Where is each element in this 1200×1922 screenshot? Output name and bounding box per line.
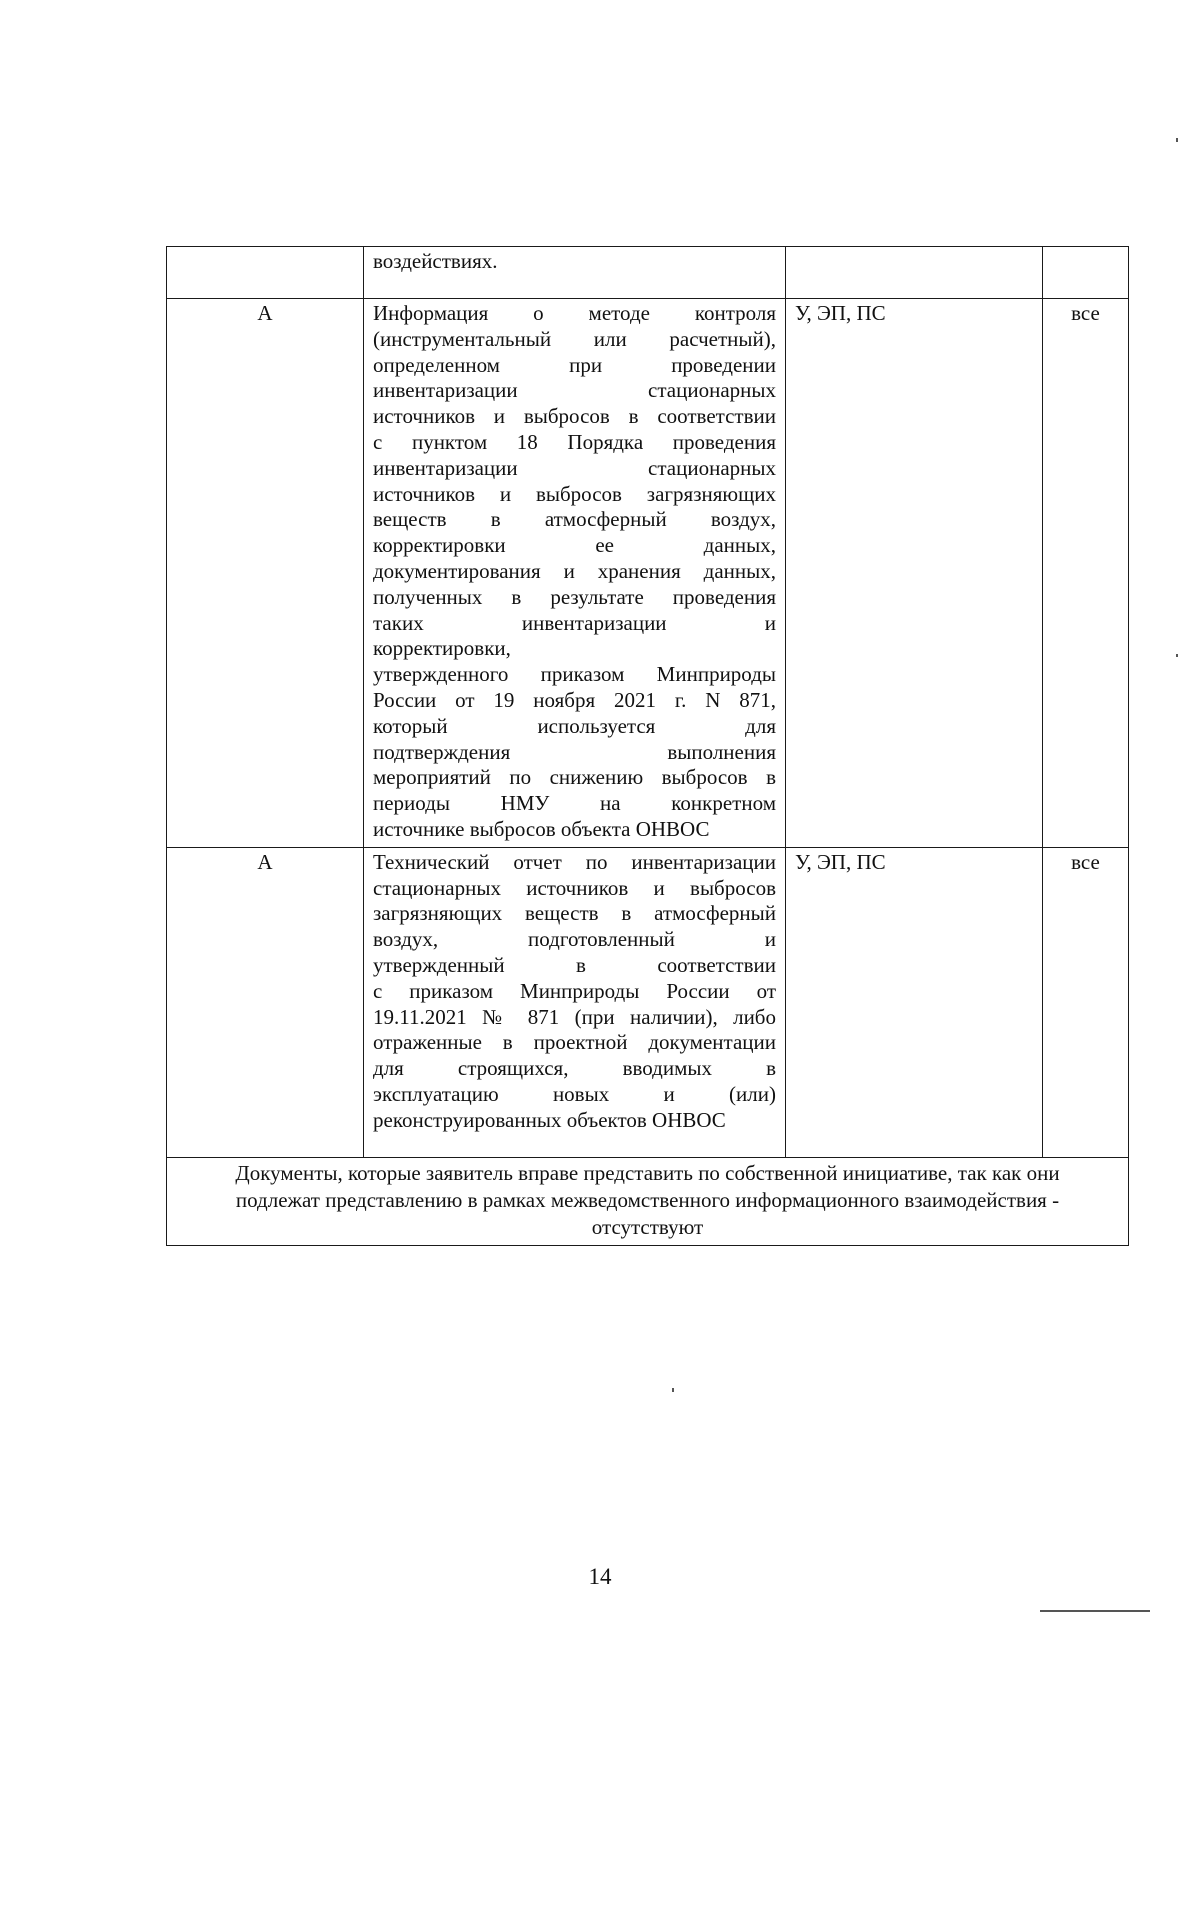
description-line: с приказом Минприроды России от (373, 978, 776, 1003)
row-category-cell (167, 247, 364, 299)
row-category-cell: А (167, 299, 364, 848)
footer-note-cell (167, 1157, 1129, 1245)
scan-artifact (672, 1388, 674, 1392)
description-line: корректировки ее данных, (373, 533, 776, 558)
description-line: источников и выбросов в соответствии (373, 404, 776, 429)
description-line: инвентаризации стационарных (373, 378, 776, 403)
page-number: 14 (588, 1564, 612, 1589)
row-form-cell: У, ЭП, ПС (786, 299, 1043, 848)
description-line: утвержденного приказом Минприроды (373, 662, 776, 687)
footer-note-line: подлежат представлению в рамках межведомственного информационного взаимодействия - (235, 1187, 1060, 1212)
description-line: инвентаризации стационарных (373, 455, 776, 480)
description-line: определенном при проведении (373, 352, 776, 377)
description-line: утвержденный в соответствии (373, 952, 776, 977)
scan-artifact (1176, 654, 1178, 657)
row-applicability-cell: все (1043, 299, 1129, 848)
description-line: источников и выбросов загрязняющих (373, 481, 776, 506)
row-description-cell (364, 847, 786, 1157)
documents-table (166, 246, 1129, 1246)
description-line: для строящихся, вводимых в (373, 1056, 776, 1081)
documents-table-body (167, 247, 1129, 1246)
description-line: реконструированных объектов ОНВОС (373, 1107, 726, 1132)
row-applicability-cell (1043, 247, 1129, 299)
row-category-cell: А (167, 847, 364, 1157)
table-row (167, 247, 1129, 299)
description-line: (инструментальный или расчетный), (373, 326, 776, 351)
description-line: таких инвентаризации и (373, 610, 776, 635)
description-line: подтверждения выполнения (373, 739, 776, 764)
row-description-cell (364, 299, 786, 848)
description-line: источнике выбросов объекта ОНВОС (373, 816, 710, 841)
description-line: с пунктом 18 Порядка проведения (373, 429, 776, 454)
description-line: документирования и хранения данных, (373, 558, 776, 583)
description-line: Технический отчет по инвентаризации (373, 849, 776, 874)
description-line: полученных в результате проведения (373, 584, 776, 609)
description-line: России от 19 ноября 2021 г. N 871, (373, 687, 776, 712)
description-line: отраженные в проектной документации (373, 1030, 776, 1055)
row-form-cell: У, ЭП, ПС (786, 847, 1043, 1157)
description-line: воздействиях. (373, 249, 498, 273)
description-line: веществ в атмосферный воздух, (373, 507, 776, 532)
description-line: 19.11.2021 № 871 (при наличии), либо (373, 1004, 776, 1029)
row-applicability-cell: все (1043, 847, 1129, 1157)
description-line: который используется для (373, 713, 776, 738)
table-row (167, 299, 1129, 848)
table-row (167, 1157, 1129, 1245)
description-line: периоды НМУ на конкретном (373, 791, 776, 816)
description-line: корректировки, (373, 636, 511, 661)
description-line: загрязняющих веществ в атмосферный (373, 901, 776, 926)
footer-note-line: Документы, которые заявитель вправе представить по собственной инициативе, так как они (235, 1160, 1060, 1185)
description-line: воздух, подготовленный и (373, 927, 776, 952)
description-line: Информация о методе контроля (373, 301, 776, 325)
description-line: мероприятий по снижению выбросов в (373, 765, 776, 790)
scan-artifact (1176, 138, 1178, 142)
scan-artifact (1040, 1610, 1150, 1612)
row-description-cell (364, 247, 786, 299)
table-row (167, 847, 1129, 1157)
description-line: эксплуатацию новых и (или) (373, 1081, 776, 1106)
footer-note-line: отсутствуют (591, 1214, 704, 1239)
row-form-cell (786, 247, 1043, 299)
description-line: стационарных источников и выбросов (373, 875, 776, 900)
